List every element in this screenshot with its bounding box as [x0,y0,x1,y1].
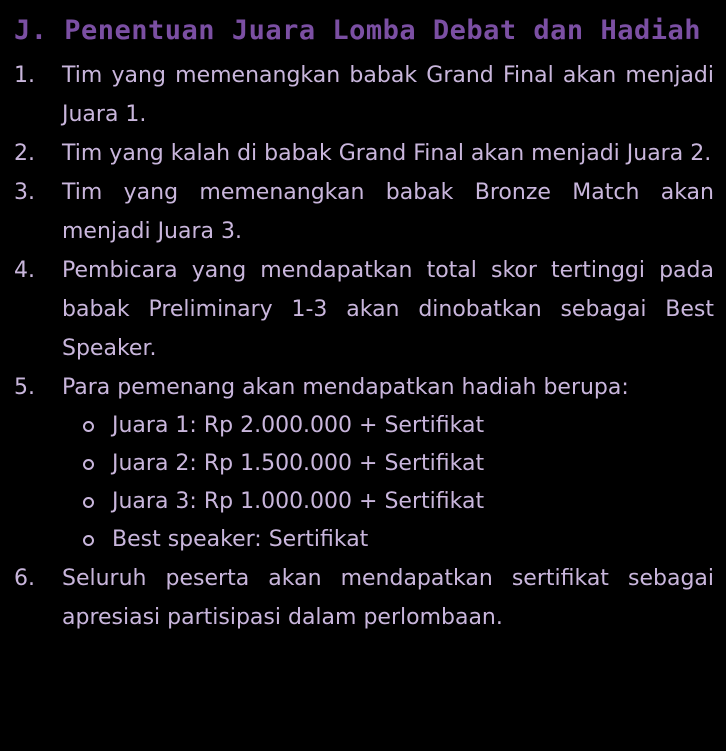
prize-text: Juara 2: Rp 1.500.000 + Sertifikat [112,451,485,476]
item-number: 3. [14,180,35,205]
circle-bullet-icon [83,535,94,546]
list-item [14,173,714,251]
item-number: 4. [14,258,35,283]
prize-text: Juara 3: Rp 1.000.000 + Sertifikat [112,489,485,514]
list-item [14,559,714,637]
prize-item [62,445,714,483]
list-item [14,368,714,559]
item-number: 1. [14,63,35,88]
list-item [14,56,714,134]
list-item [14,251,714,368]
prize-list [62,407,714,559]
prize-item [62,407,714,445]
rules-list [14,56,714,637]
item-text: Pembicara yang mendapatkan total skor tertinggi pada babak Preliminary 1-3 akan dinobatkan sebagai Best Speaker. [62,258,714,361]
item-number: 6. [14,566,35,591]
circle-bullet-icon [83,497,94,508]
prize-text: Best speaker: Sertifikat [112,527,369,552]
prize-item [62,521,714,559]
prize-item [62,483,714,521]
circle-bullet-icon [83,421,94,432]
item-text: Tim yang memenangkan babak Grand Final akan menjadi Juara 1. [62,63,714,127]
list-item [14,134,714,173]
item-text: Tim yang memenangkan babak Bronze Match akan menjadi Juara 3. [62,180,714,244]
section-heading: J. Penentuan Juara Lomba Debat dan Hadiah [14,15,701,46]
item-text: Para pemenang akan mendapatkan hadiah berupa: [62,375,629,400]
item-number: 5. [14,375,35,400]
item-text: Seluruh peserta akan mendapatkan sertifikat sebagai apresiasi partisipasi dalam perlombaan. [62,566,714,630]
prize-text: Juara 1: Rp 2.000.000 + Sertifikat [112,413,485,438]
item-number: 2. [14,141,35,166]
circle-bullet-icon [83,459,94,470]
item-text: Tim yang kalah di babak Grand Final akan menjadi Juara 2. [62,141,712,166]
